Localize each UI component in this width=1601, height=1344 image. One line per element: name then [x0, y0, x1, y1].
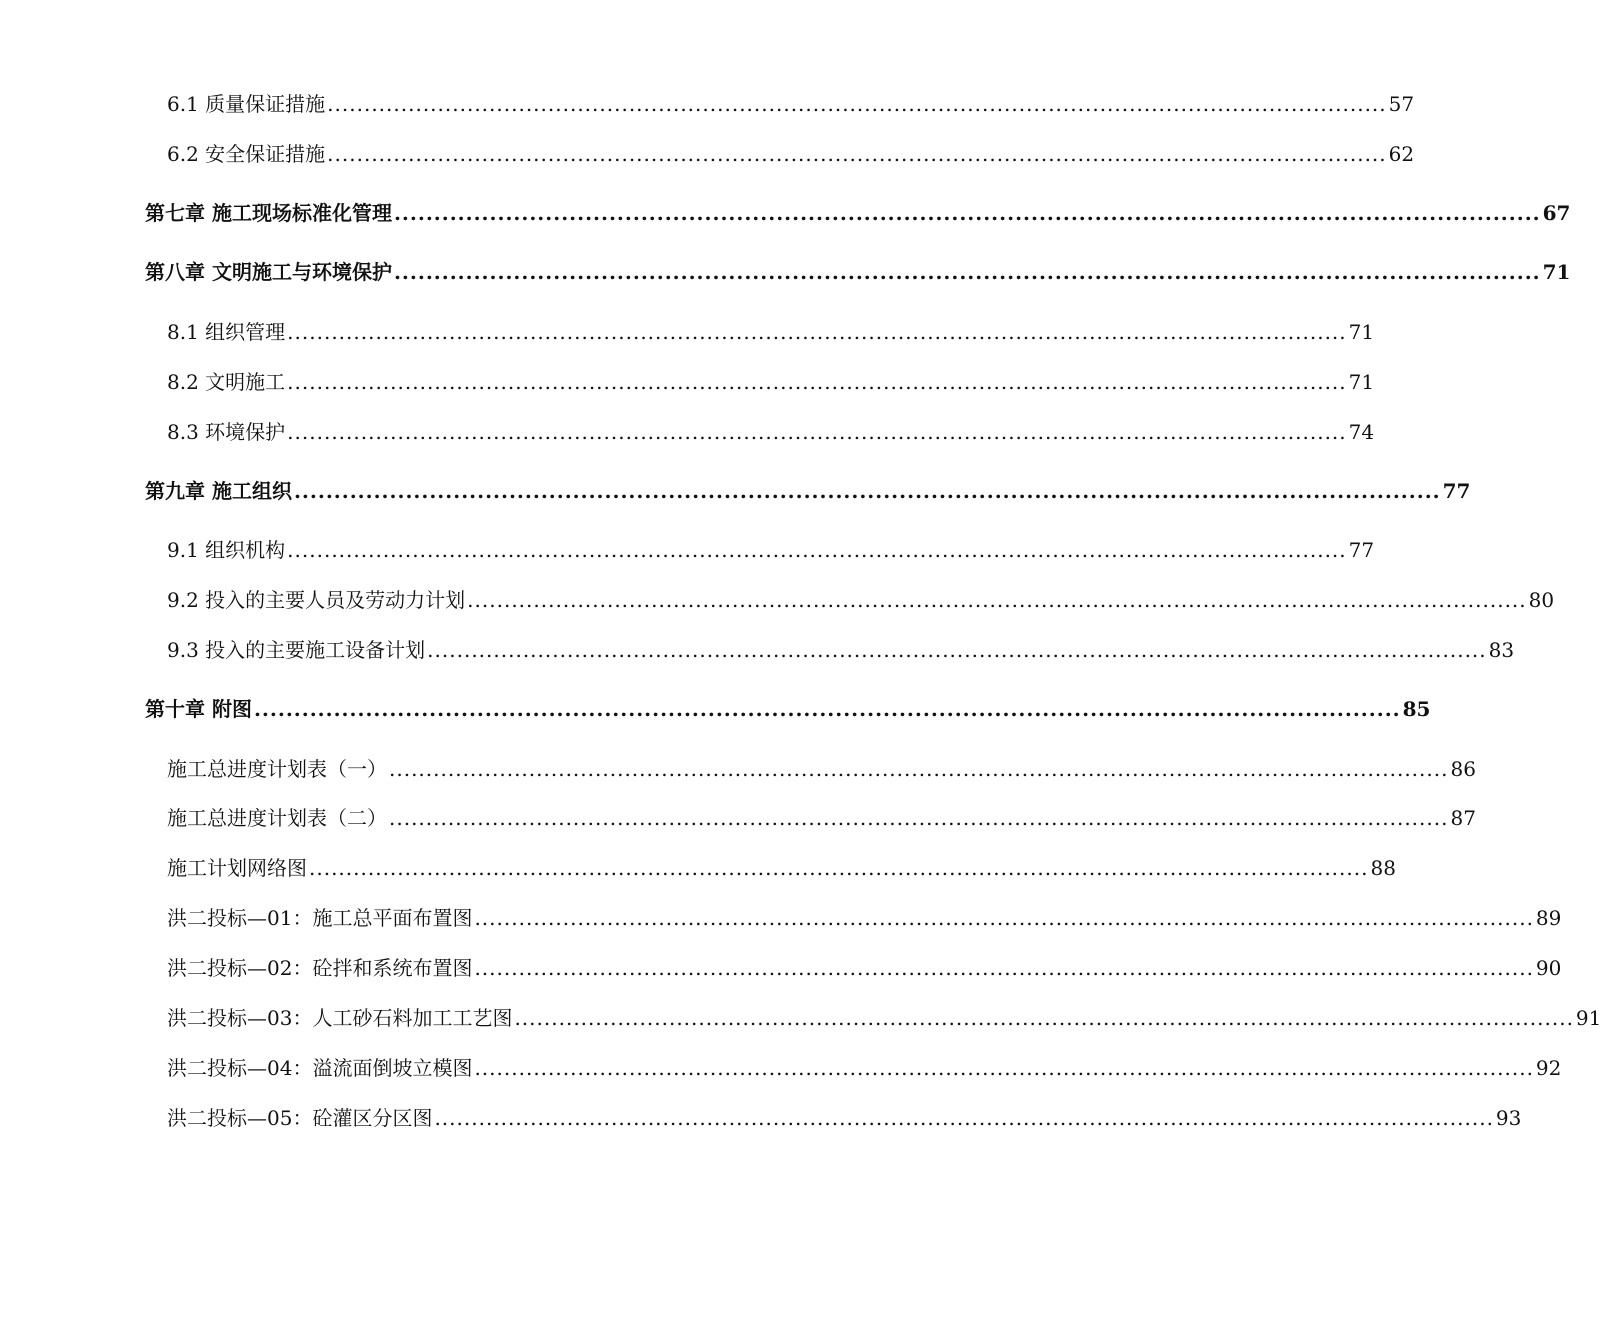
toc-chapter-title: 第九章 施工组织 [145, 479, 292, 503]
dot-leader: ................................................................................................................................................ [293, 479, 1441, 503]
toc-entry-page-number: 83 [1488, 638, 1515, 662]
toc-entry-page-number: 87 [1450, 806, 1476, 830]
dot-leader: ................................................................................................................................................ [434, 1106, 1494, 1130]
toc-entry-page-number: 90 [1535, 956, 1562, 980]
toc-entry-title: 洪二投标—01：施工总平面布置图 [167, 906, 473, 930]
toc-entry-page-number: 77 [1442, 479, 1471, 503]
toc-entry-page-number: 71 [1348, 370, 1375, 394]
dot-leader: ................................................................................................................................................ [474, 956, 1534, 980]
toc-entry-page-number: 77 [1348, 538, 1375, 562]
toc-entry-page-number: 93 [1495, 1106, 1522, 1130]
toc-entry-chapter-10[interactable] [145, 694, 1431, 724]
toc-entry-title: 6.2 安全保证措施 [167, 142, 326, 166]
toc-entry-chapter-7[interactable] [145, 198, 1571, 228]
dot-leader: ................................................................................................................................................ [327, 92, 1387, 116]
dot-leader: ................................................................................................................................................ [327, 142, 1387, 166]
dot-leader: ................................................................................................................................................ [287, 320, 1347, 344]
toc-entry-page-number: 71 [1542, 260, 1571, 284]
toc-entry-title: 8.2 文明施工 [167, 370, 286, 394]
toc-entry-appendix-2[interactable] [167, 803, 1476, 833]
dot-leader: ................................................................................................................................................ [474, 906, 1534, 930]
toc-entry-title: 8.3 环境保护 [167, 420, 286, 444]
toc-entry-title: 洪二投标—05：砼灌区分区图 [167, 1106, 433, 1130]
toc-entry-page-number: 80 [1528, 588, 1555, 612]
toc-entry-title: 6.1 质量保证措施 [167, 92, 326, 116]
toc-entry-page-number: 74 [1348, 420, 1375, 444]
toc-entry-appendix-3[interactable] [167, 853, 1396, 883]
toc-entry-title: 9.1 组织机构 [167, 538, 286, 562]
toc-entry-page-number: 71 [1348, 320, 1375, 344]
toc-entry-page-number: 88 [1370, 856, 1396, 880]
toc-entry-page-number: 85 [1402, 697, 1431, 721]
toc-entry-9-2[interactable] [167, 585, 1555, 615]
toc-entry-page-number: 92 [1535, 1056, 1562, 1080]
toc-entry-appendix-1[interactable] [167, 754, 1476, 784]
toc-entry-8-2[interactable] [167, 367, 1375, 397]
dot-leader: ................................................................................................................................................ [427, 638, 1487, 662]
dot-leader: ................................................................................................................................................ [253, 697, 1401, 721]
toc-entry-8-3[interactable] [167, 417, 1375, 447]
toc-entry-title: 洪二投标—04：溢流面倒坡立模图 [167, 1056, 473, 1080]
dot-leader: ................................................................................................................................................ [389, 806, 1449, 830]
dot-leader: ................................................................................................................................................ [474, 1056, 1534, 1080]
dot-leader: ................................................................................................................................................ [287, 370, 1347, 394]
dot-leader: ................................................................................................................................................ [309, 856, 1369, 880]
toc-entry-page-number: 57 [1388, 92, 1415, 116]
toc-entry-title: 施工总进度计划表（二） [167, 806, 387, 830]
dot-leader: ................................................................................................................................................ [514, 1006, 1574, 1030]
dot-leader: ................................................................................................................................................ [389, 757, 1449, 781]
toc-entry-6-2[interactable] [167, 139, 1415, 169]
toc-entry-appendix-4[interactable] [167, 903, 1562, 933]
toc-entry-8-1[interactable] [167, 317, 1375, 347]
toc-entry-page-number: 89 [1535, 906, 1562, 930]
toc-entry-title: 洪二投标—03：人工砂石料加工工艺图 [167, 1006, 513, 1030]
toc-entry-9-3[interactable] [167, 635, 1515, 665]
toc-entry-9-1[interactable] [167, 535, 1375, 565]
toc-entry-appendix-7[interactable] [167, 1053, 1562, 1083]
toc-chapter-title: 第七章 施工现场标准化管理 [145, 201, 392, 225]
dot-leader: ................................................................................................................................................ [393, 201, 1541, 225]
toc-entry-title: 9.2 投入的主要人员及劳动力计划 [167, 588, 466, 612]
toc-entry-appendix-6[interactable] [167, 1003, 1601, 1033]
toc-entry-page-number: 91 [1575, 1006, 1601, 1030]
toc-entry-appendix-5[interactable] [167, 953, 1562, 983]
dot-leader: ................................................................................................................................................ [393, 260, 1541, 284]
toc-entry-page-number: 86 [1450, 757, 1476, 781]
toc-entry-title: 施工计划网络图 [167, 856, 307, 880]
toc-entry-title: 9.3 投入的主要施工设备计划 [167, 638, 426, 662]
toc-entry-title: 8.1 组织管理 [167, 320, 286, 344]
dot-leader: ................................................................................................................................................ [287, 420, 1347, 444]
dot-leader: ................................................................................................................................................ [467, 588, 1527, 612]
toc-entry-title: 施工总进度计划表（一） [167, 757, 387, 781]
dot-leader: ................................................................................................................................................ [287, 538, 1347, 562]
toc-entry-6-1[interactable] [167, 89, 1415, 119]
toc-entry-title: 洪二投标—02：砼拌和系统布置图 [167, 956, 473, 980]
toc-chapter-title: 第八章 文明施工与环境保护 [145, 260, 392, 284]
toc-entry-chapter-9[interactable] [145, 476, 1471, 506]
toc-entry-page-number: 62 [1388, 142, 1415, 166]
toc-entry-page-number: 67 [1542, 201, 1571, 225]
toc-chapter-title: 第十章 附图 [145, 697, 252, 721]
toc-entry-appendix-8[interactable] [167, 1103, 1522, 1133]
toc-entry-chapter-8[interactable] [145, 257, 1571, 287]
